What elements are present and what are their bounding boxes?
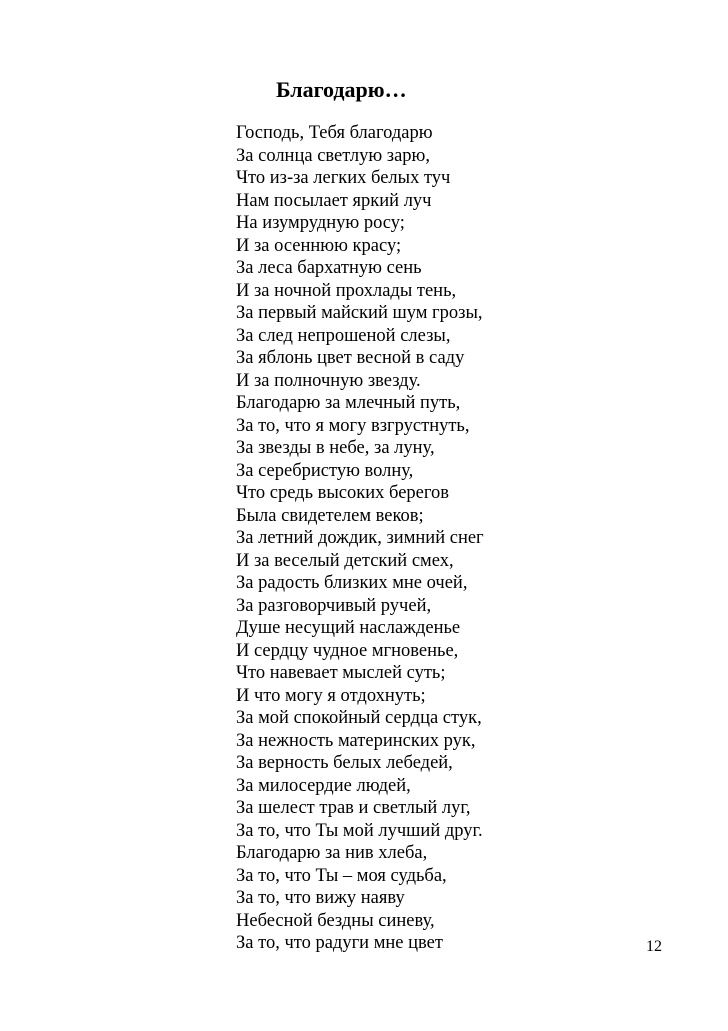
poem-line: За леса бархатную сень — [236, 258, 422, 278]
poem-line: За верность белых лебедей, — [236, 753, 453, 773]
poem-line: За то, что я могу взгрустнуть, — [236, 415, 470, 436]
poem-line: И за веселый детский смех, — [236, 550, 454, 571]
poem-line: Господь, Тебя благодарю — [236, 123, 433, 143]
poem-line: За радость близких мне очей, — [236, 573, 468, 593]
page-number: 12 — [646, 938, 662, 955]
poem-line: За мой спокойный сердца стук, — [236, 708, 482, 728]
poem-line: За яблонь цвет весной в саду — [236, 348, 465, 368]
poem-line: За то, что Ты мой лучший друг. — [236, 820, 483, 841]
poem-line: И за осеннюю красу; — [236, 235, 402, 256]
poem-line: За серебристую волну, — [236, 460, 414, 481]
poem-line: На изумрудную росу; — [236, 213, 405, 233]
poem-line: За разговорчивый ручей, — [236, 595, 432, 616]
poem-line: Что навевает мыслей суть; — [236, 663, 446, 683]
poem-line: За шелест трав и светлый луг, — [236, 798, 471, 818]
poem-line: Нам посылает яркий луч — [236, 190, 432, 211]
poem-line: За след непрошеной слезы, — [236, 325, 451, 346]
poem-line: За первый майский шум грозы, — [236, 303, 483, 323]
poem-title: Благодарю… — [276, 77, 407, 102]
poem-line: И за полночную звезду. — [236, 370, 421, 391]
poem-line: За то, что Ты – моя судьба, — [236, 865, 447, 886]
poem-line: За то, что радуги мне цвет — [236, 933, 443, 953]
poem-line: И что могу я отдохнуть; — [236, 685, 426, 706]
poem-line: Была свидетелем веков; — [236, 505, 424, 526]
poem-line: За звезды в небе, за луну, — [236, 438, 435, 458]
poem-line: За милосердие людей, — [236, 775, 411, 796]
poem-line: И за ночной прохлады тень, — [236, 280, 457, 301]
poem-line: И сердцу чудное мгновенье, — [236, 640, 459, 661]
poem-line: Благодарю за млечный путь, — [236, 393, 461, 413]
poem-text — [236, 122, 484, 955]
poem-line: Благодарю за нив хлеба, — [236, 843, 428, 863]
poem-line: Душе несущий наслажденье — [236, 618, 461, 638]
poem-line: Небесной бездны синеву, — [236, 910, 435, 931]
poem-line: За нежность материнских рук, — [236, 730, 476, 751]
poem-line: Что из-за легких белых туч — [236, 168, 451, 188]
poem-line: За летний дождик, зимний снег — [236, 528, 484, 548]
poem-line: Что средь высоких берегов — [236, 483, 449, 503]
poem-line: За солнца светлую зарю, — [236, 145, 431, 166]
poem-line: За то, что вижу наяву — [236, 888, 405, 908]
